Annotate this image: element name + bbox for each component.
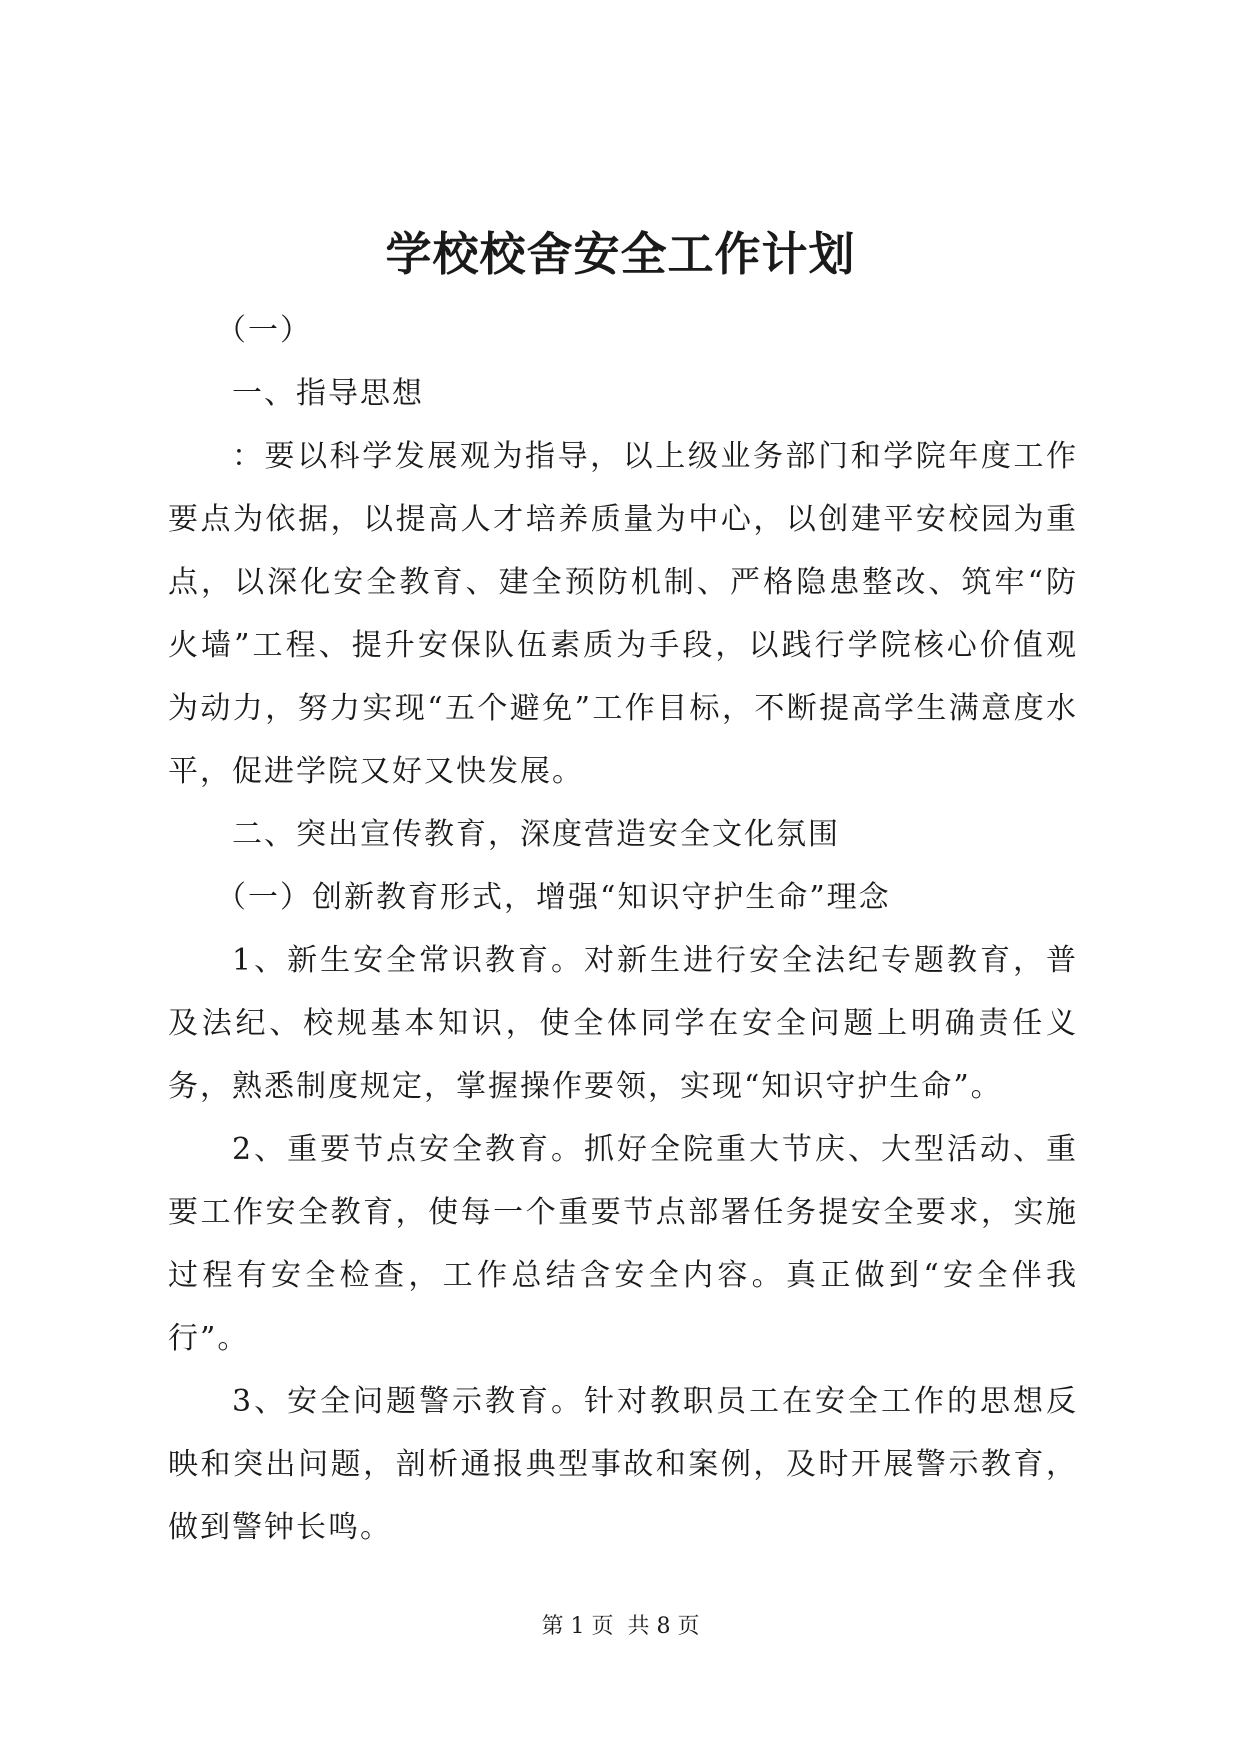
paragraph-subheading-education-form: （一）创新教育形式，增强“知识守护生命”理念	[216, 880, 891, 915]
page-number: 第 1 页 共 8 页	[541, 1614, 700, 1639]
document-title: 学校校舍安全工作计划	[385, 227, 856, 281]
paragraph-item-1: 1、新生安全常识教育。对新生进行安全法纪专题教育，普及法纪、校规基本知识，使全体同学在安全问题上明确责任义务，熟悉制度规定，掌握操作要领，实现“知识守护生命”。	[168, 943, 1078, 1104]
paragraph-heading-publicity-education: 二、突出宣传教育，深度营造安全文化氛围	[232, 817, 840, 852]
paragraph-item-2: 2、重要节点安全教育。抓好全院重大节庆、大型活动、重要工作安全教育，使每一个重要节点部署任务提安全要求，实施过程有安全检查，工作总结含安全内容。真正做到“安全伴我行”。	[168, 1132, 1078, 1356]
page-footer	[0, 1612, 1241, 1642]
paragraph-section-marker: （一）	[216, 313, 312, 348]
paragraph-guiding-ideology-text: ：要以科学发展观为指导，以上级业务部门和学院年度工作要点为依据，以提高人才培养质量为中心，以创建平安校园为重点，以深化安全教育、建全预防机制、严格隐患整改、筑牢“防火墙”工程、提升安保队伍素质为手段，以践行学院核心价值观为动力，努力实现“五个避免”工作目标，不断提高学生满意度水平，促进学院又好又快发展。	[168, 439, 1078, 789]
document-body	[168, 299, 1078, 1559]
paragraph-item-3: 3、安全问题警示教育。针对教职员工在安全工作的思想反映和突出问题，剖析通报典型事故和案例，及时开展警示教育，做到警钟长鸣。	[168, 1384, 1078, 1545]
paragraph-heading-guiding-ideology: 一、指导思想	[232, 376, 424, 411]
